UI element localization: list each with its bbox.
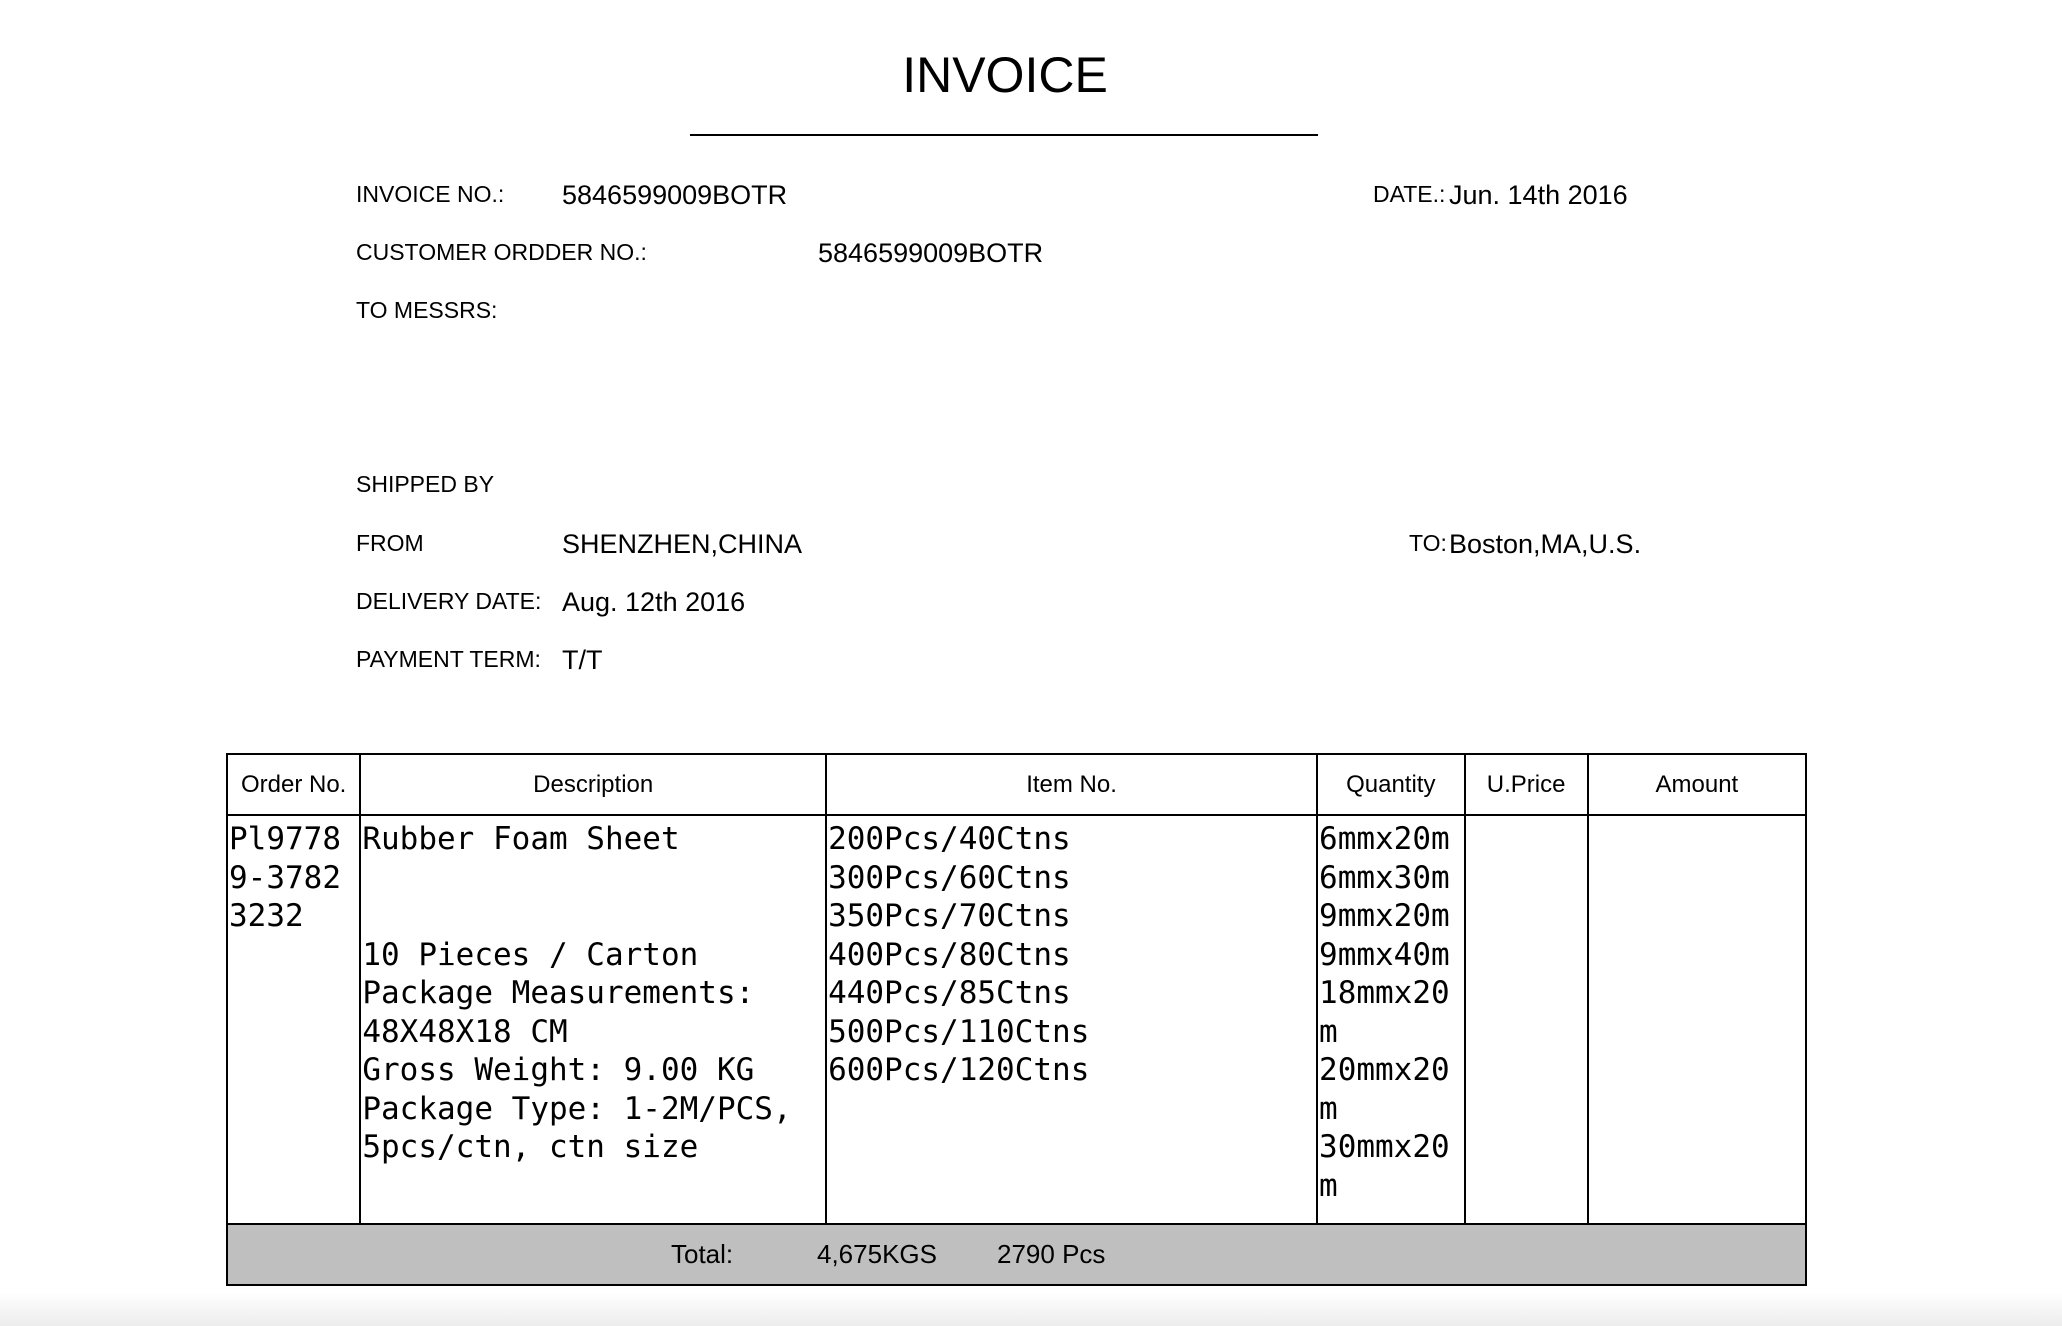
payment-term-value: T/T (562, 645, 603, 675)
customer-order-label: CUSTOMER ORDDER NO.: (356, 239, 647, 265)
payment-term-label: PAYMENT TERM: (356, 646, 541, 672)
title-underline (690, 134, 1318, 136)
unit-price-cell (1465, 815, 1588, 1224)
date-value: Jun. 14th 2016 (1449, 180, 1628, 210)
total-row (227, 1224, 1806, 1285)
column-header-quantity: Quantity (1317, 754, 1464, 815)
total-pieces: 2790 Pcs (997, 1238, 1106, 1269)
column-header-order-no: Order No. (227, 754, 360, 815)
column-header-item-no: Item No. (826, 754, 1317, 815)
to-label: TO: (1409, 530, 1447, 556)
invoice-title: INVOICE (902, 47, 1108, 103)
table-header-row (227, 754, 1806, 815)
total-weight: 4,675KGS (817, 1238, 937, 1269)
column-header-amount: Amount (1588, 754, 1806, 815)
to-value: Boston,MA,U.S. (1449, 529, 1642, 559)
from-label: FROM (356, 530, 424, 556)
description-cell: Rubber Foam Sheet 10 Pieces / Carton Package Measurements: 48X48X18 CM Gross Weight: 9.00 KG Package Type: 1-2M/PCS, 5pcs/ctn, ctn size (360, 815, 826, 1224)
items-table (226, 753, 1807, 1286)
table-row (227, 815, 1806, 1224)
invoice-no-value: 5846599009BOTR (562, 180, 788, 210)
delivery-date-value: Aug. 12th 2016 (562, 587, 746, 617)
from-value: SHENZHEN,CHINA (562, 529, 803, 559)
total-label: Total: (671, 1238, 734, 1269)
total-cell (227, 1224, 1806, 1285)
item-no-cell: 200Pcs/40Ctns 300Pcs/60Ctns 350Pcs/70Ctns 400Pcs/80Ctns 440Pcs/85Ctns 500Pcs/110Ctns 600Pcs/120Ctns (826, 815, 1317, 1224)
date-label: DATE.: (1373, 181, 1446, 207)
invoice-no-label: INVOICE NO.: (356, 181, 505, 207)
shipped-by-label: SHIPPED BY (356, 471, 495, 497)
page-bottom-shadow (0, 1292, 2062, 1326)
column-header-description: Description (360, 754, 826, 815)
order-no-cell: Pl9778 9-3782 3232 (227, 815, 360, 1224)
quantity-cell: 6mmx20m 6mmx30m 9mmx20m 9mmx40m 18mmx20 m 20mmx20 m 30mmx20 m (1317, 815, 1464, 1224)
delivery-date-label: DELIVERY DATE: (356, 588, 542, 614)
customer-order-value: 5846599009BOTR (818, 238, 1044, 268)
column-header-unit-price: U.Price (1465, 754, 1588, 815)
to-messrs-label: TO MESSRS: (356, 297, 498, 323)
amount-cell (1588, 815, 1806, 1224)
